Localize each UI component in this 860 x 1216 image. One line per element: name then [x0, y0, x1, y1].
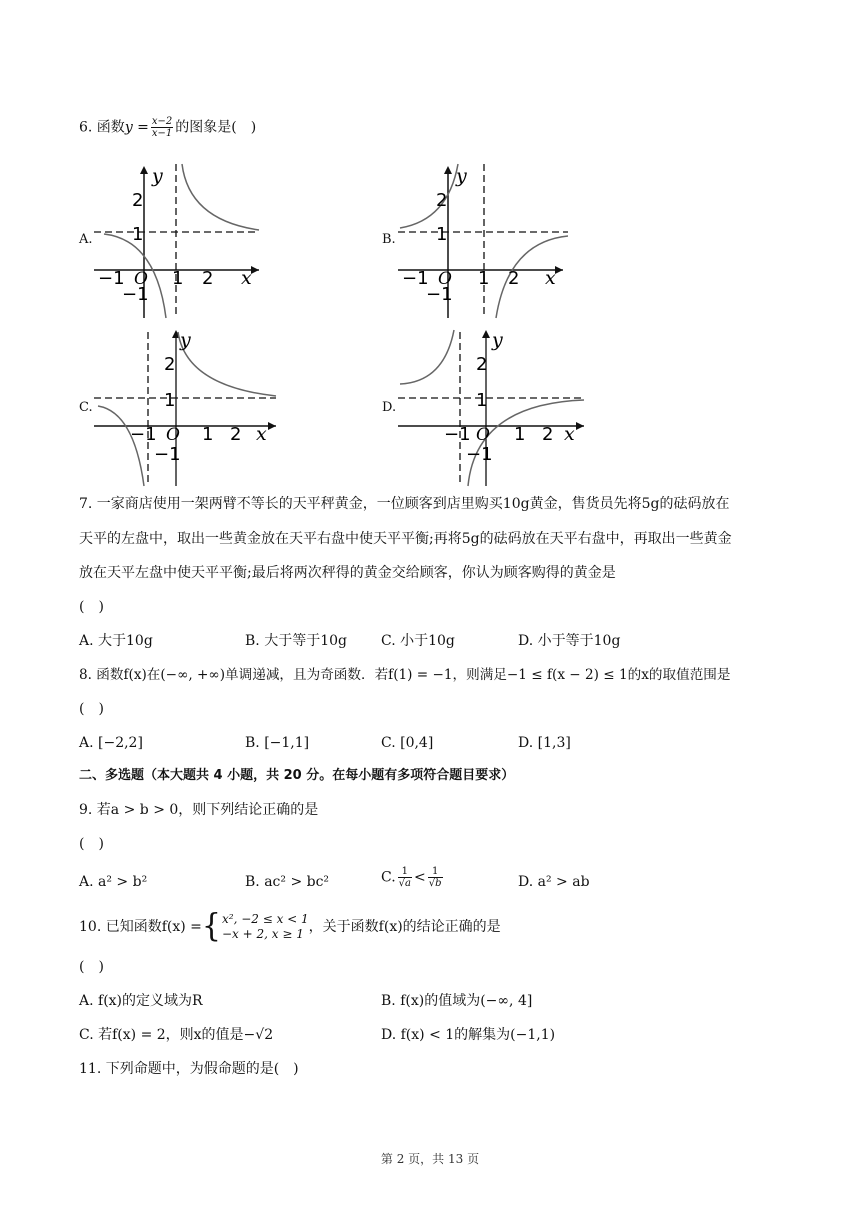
- q9-c-right-num: 1: [428, 866, 443, 878]
- q9-blank: ( ): [79, 836, 104, 852]
- svg-text:O: O: [134, 269, 148, 289]
- q9-c-left-num: 1: [398, 866, 412, 878]
- svg-text:1: 1: [478, 268, 490, 289]
- svg-text:y: y: [180, 329, 191, 351]
- svg-text:2: 2: [132, 190, 144, 211]
- svg-text:2: 2: [202, 268, 214, 289]
- svg-text:−1: −1: [466, 444, 493, 465]
- q9-c-right-den: √b: [428, 878, 442, 889]
- q10-suffix: ，关于函数f(x)的结论正确的是: [308, 919, 501, 935]
- q6-stem-prefix: 6. 函数: [79, 119, 125, 136]
- q6-option-d-label: D.: [382, 400, 397, 415]
- q6-option-a-label: A.: [79, 232, 93, 247]
- q8-blank: ( ): [79, 701, 104, 717]
- svg-text:2: 2: [164, 354, 176, 375]
- q10-case-1: x², −2 ≤ x < 1: [222, 912, 309, 926]
- svg-text:−1: −1: [130, 424, 157, 445]
- svg-text:O: O: [476, 425, 490, 445]
- q7-option-a: A. 大于10g: [79, 633, 153, 649]
- q9-option-c: [381, 866, 445, 889]
- q8-option-a: A. [−2,2]: [79, 735, 143, 751]
- svg-text:x: x: [241, 267, 252, 289]
- q8-line-1: 8. 函数f(x)在(−∞, +∞)单调递减，且为奇函数．若f(1) = −1，则满足−1 ≤ f(x − 2) ≤ 1的x的取值范围是: [79, 667, 731, 683]
- q7-option-b: B. 大于等于10g: [245, 633, 347, 649]
- svg-text:1: 1: [436, 224, 448, 245]
- svg-text:x: x: [256, 423, 267, 445]
- q6-frac-den: x−1: [151, 128, 173, 139]
- svg-text:2: 2: [436, 190, 448, 211]
- q6-stem: [79, 116, 256, 139]
- q10-case-2: −x + 2, x ≥ 1: [222, 927, 304, 941]
- q6-graph-a: [94, 160, 264, 320]
- svg-text:O: O: [438, 269, 452, 289]
- section-2-heading: 二、多选题（本大题共 4 小题，共 20 分。在每小题有多项符合题目要求）: [79, 768, 515, 783]
- q9-option-c-label: C.: [381, 869, 396, 886]
- q10-option-a: A. f(x)的定义域为R: [79, 993, 203, 1009]
- svg-text:−1: −1: [98, 268, 125, 289]
- q9-option-d: D. a² > ab: [518, 874, 590, 890]
- q6-graph-d: [398, 326, 588, 488]
- svg-text:1: 1: [164, 390, 176, 411]
- svg-text:−1: −1: [122, 284, 149, 305]
- q10-brace: {: [201, 908, 221, 945]
- q7-line-2: 天平的左盘中，取出一些黄金放在天平右盘中使天平平衡;再将5g的砝码放在天平右盘中，再取出一些黄金: [79, 531, 732, 547]
- q10-option-c: C. 若f(x) = 2，则x的值是−√2: [79, 1027, 274, 1043]
- q6-frac-num: x−2: [151, 116, 173, 127]
- q6-graph-c: [94, 326, 279, 488]
- q6-option-c-label: C.: [79, 400, 93, 415]
- svg-text:1: 1: [202, 424, 214, 445]
- q8-option-b: B. [−1,1]: [245, 735, 310, 751]
- svg-text:y: y: [492, 329, 503, 351]
- q8-option-c: C. [0,4]: [381, 735, 434, 751]
- svg-text:x: x: [545, 267, 556, 289]
- q7-blank: ( ): [79, 599, 104, 615]
- svg-text:1: 1: [514, 424, 526, 445]
- svg-text:−1: −1: [402, 268, 429, 289]
- svg-text:2: 2: [230, 424, 242, 445]
- q9-line-1: 9. 若a > b > 0，则下列结论正确的是: [79, 802, 319, 818]
- q6-graph-b: [398, 160, 568, 320]
- q7-option-d: D. 小于等于10g: [518, 633, 621, 649]
- q6-stem-suffix: 的图象是( ): [175, 119, 257, 136]
- q8-option-d: D. [1,3]: [518, 735, 571, 751]
- svg-text:x: x: [564, 423, 575, 445]
- q11-line-1: 11. 下列命题中，为假命题的是( ): [79, 1061, 299, 1077]
- q10-option-b: B. f(x)的值域为(−∞, 4]: [381, 993, 533, 1009]
- q10-stem: [79, 910, 501, 944]
- q10-prefix: 10. 已知函数f(x) =: [79, 919, 202, 935]
- svg-text:1: 1: [476, 390, 488, 411]
- q9-option-b: B. ac² > bc²: [245, 874, 330, 890]
- q10-option-d: D. f(x) < 1的解集为(−1,1): [381, 1027, 556, 1043]
- svg-text:−1: −1: [426, 284, 453, 305]
- q7-line-3: 放在天平左盘中使天平平衡;最后将两次秤得的黄金交给顾客，你认为顾客购得的黄金是: [79, 565, 616, 581]
- page-footer: 第 2 页，共 13 页: [380, 1152, 480, 1166]
- q9-option-c-left-fraction: [398, 866, 412, 889]
- svg-text:−1: −1: [154, 444, 181, 465]
- q9-c-less-than: <: [414, 869, 426, 886]
- q6-fraction: [151, 116, 173, 139]
- svg-text:O: O: [166, 425, 180, 445]
- q9-c-left-den: √a: [398, 878, 412, 889]
- svg-text:2: 2: [542, 424, 554, 445]
- svg-text:−1: −1: [444, 424, 471, 445]
- svg-text:y: y: [456, 165, 467, 187]
- svg-text:y: y: [152, 165, 163, 187]
- svg-text:1: 1: [172, 268, 184, 289]
- q6-option-b-label: B.: [382, 232, 396, 247]
- q6-func-y: y =: [124, 119, 149, 136]
- q10-blank: ( ): [79, 959, 104, 975]
- svg-text:2: 2: [508, 268, 520, 289]
- q7-option-c: C. 小于10g: [381, 633, 455, 649]
- q10-cases: [222, 912, 309, 942]
- q9-option-a: A. a² > b²: [79, 874, 148, 890]
- q7-line-1: 7. 一家商店使用一架两臂不等长的天平秤黄金，一位顾客到店里购买10g黄金，售货员先将5g的砝码放在: [79, 496, 730, 512]
- svg-text:2: 2: [476, 354, 488, 375]
- q9-option-c-right-fraction: [428, 866, 443, 889]
- svg-text:1: 1: [132, 224, 144, 245]
